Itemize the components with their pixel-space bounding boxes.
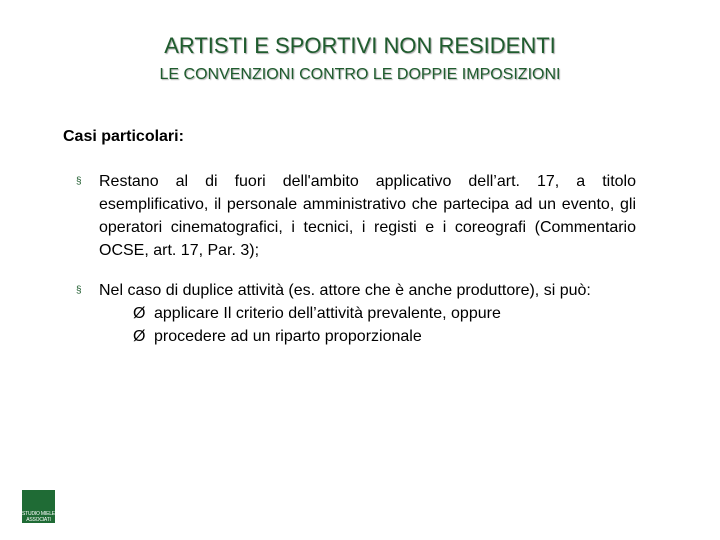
sub-item-text: applicare Il criterio dell’attività prevalente, oppure (154, 305, 501, 322)
slide-title: ARTISTI E SPORTIVI NON RESIDENTI (164, 33, 556, 58)
logo-line-2: ASSOCIATI (26, 517, 51, 523)
bullet-text: Nel caso di duplice attività (es. attore che è anche produttore), si può: (99, 282, 591, 299)
bullet-marker-icon: § (76, 285, 82, 296)
sub-list-item (133, 302, 636, 325)
bullet-marker-icon: § (76, 176, 82, 187)
slide-subtitle: LE CONVENZIONI CONTRO LE DOPPIE IMPOSIZIONI (159, 66, 561, 83)
bullet-item (76, 279, 636, 348)
logo-line-1: STUDIO MIELE (22, 511, 55, 517)
company-logo (22, 490, 55, 523)
sub-item-text: procedere ad un riparto proporzionale (154, 328, 422, 345)
bullet-text: Restano al di fuori dell'ambito applicativo dell’art. 17, a titolo esemplificativo, il personale amministrativo che partecipa ad un evento, gli operatori cinematografici, i tecnici, i registi e i coreografi (Commentario OCSE, art. 17, Par. 3); (99, 173, 636, 259)
bullet-item (76, 170, 636, 262)
arrow-bullet-icon: Ø (133, 328, 146, 345)
sub-list-item (133, 325, 636, 348)
arrow-bullet-icon: Ø (133, 305, 146, 322)
section-heading: Casi particolari: (63, 128, 184, 145)
